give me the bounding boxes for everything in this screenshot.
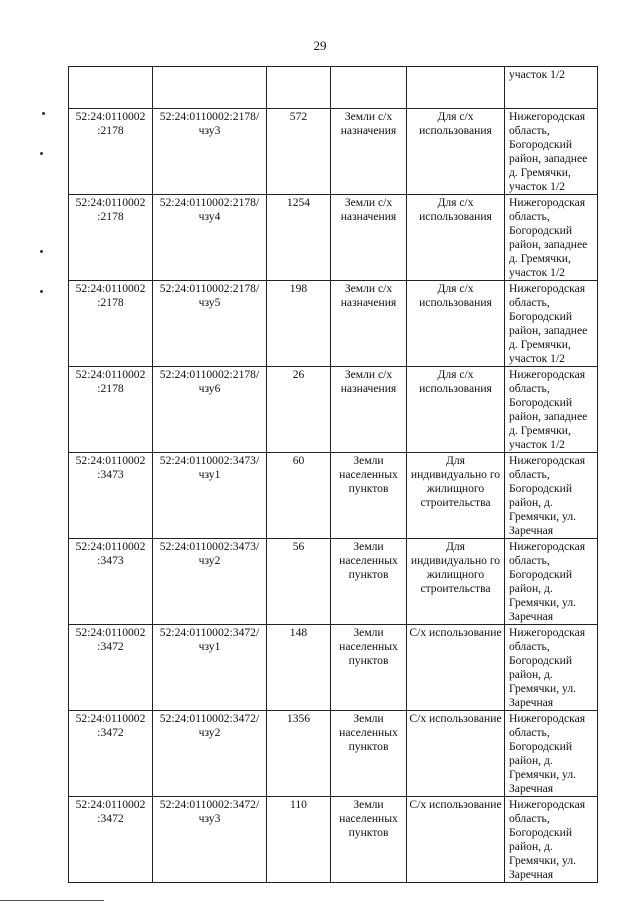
area-cell: 60 xyxy=(267,453,331,539)
parcel-cell: 52:24:0110002 :2178 xyxy=(69,109,153,195)
table-row xyxy=(69,281,598,367)
category-cell: Земли населенных пунктов xyxy=(331,711,407,797)
area-cell: 1254 xyxy=(267,195,331,281)
part-cell: 52:24:0110002:2178/ чзу5 xyxy=(153,281,267,367)
parcel-cell: 52:24:0110002 :3472 xyxy=(69,711,153,797)
part-cell: 52:24:0110002:3473/ чзу2 xyxy=(153,539,267,625)
table-row xyxy=(69,797,598,883)
table-row xyxy=(69,539,598,625)
scan-mark xyxy=(40,152,43,155)
category-cell: Земли населенных пунктов xyxy=(331,453,407,539)
address-cell: Нижегородская область, Богородский район, д. Гремячки, ул. Заречная xyxy=(505,625,598,711)
area-cell: 56 xyxy=(267,539,331,625)
category-cell xyxy=(331,67,407,109)
area-cell: 198 xyxy=(267,281,331,367)
area-cell: 1356 xyxy=(267,711,331,797)
address-cell: Нижегородская область, Богородский район, западнее д. Гремячки, участок 1/2 xyxy=(505,109,598,195)
use-cell xyxy=(407,67,505,109)
use-cell: Для с/х использования xyxy=(407,281,505,367)
part-cell: 52:24:0110002:2178/ чзу3 xyxy=(153,109,267,195)
table-row xyxy=(69,195,598,281)
use-cell: Для индивидуально го жилищного строительства xyxy=(407,453,505,539)
use-cell: Для с/х использования xyxy=(407,367,505,453)
table-row xyxy=(69,453,598,539)
parcel-cell xyxy=(69,67,153,109)
address-cell: Нижегородская область, Богородский район, западнее д. Гремячки, участок 1/2 xyxy=(505,367,598,453)
use-cell: С/х использование xyxy=(407,797,505,883)
parcel-cell: 52:24:0110002 :3472 xyxy=(69,797,153,883)
category-cell: Земли с/х назначения xyxy=(331,281,407,367)
footer-rule xyxy=(0,900,104,901)
part-cell: 52:24:0110002:3473/ чзу1 xyxy=(153,453,267,539)
part-cell xyxy=(153,67,267,109)
table-row xyxy=(69,367,598,453)
area-cell: 110 xyxy=(267,797,331,883)
use-cell: Для индивидуально го жилищного строительства xyxy=(407,539,505,625)
parcel-cell: 52:24:0110002 :2178 xyxy=(69,281,153,367)
address-cell: Нижегородская область, Богородский район, д. Гремячки, ул. Заречная xyxy=(505,797,598,883)
table-row xyxy=(69,109,598,195)
part-cell: 52:24:0110002:3472/ чзу1 xyxy=(153,625,267,711)
parcel-cell: 52:24:0110002 :2178 xyxy=(69,195,153,281)
land-parcels-table xyxy=(68,66,598,883)
address-cell: Нижегородская область, Богородский район, д. Гремячки, ул. Заречная xyxy=(505,711,598,797)
category-cell: Земли с/х назначения xyxy=(331,109,407,195)
scan-mark xyxy=(40,290,43,293)
use-cell: Для с/х использования xyxy=(407,109,505,195)
scan-mark xyxy=(42,112,45,115)
parcel-cell: 52:24:0110002 :3473 xyxy=(69,539,153,625)
area-cell: 148 xyxy=(267,625,331,711)
part-cell: 52:24:0110002:3472/ чзу3 xyxy=(153,797,267,883)
page-number: 29 xyxy=(313,38,327,53)
scan-mark xyxy=(40,250,43,253)
address-cell: Нижегородская область, Богородский район, д. Гремячки, ул. Заречная xyxy=(505,453,598,539)
address-cell: участок 1/2 xyxy=(505,67,598,109)
parcel-cell: 52:24:0110002 :3472 xyxy=(69,625,153,711)
category-cell: Земли с/х назначения xyxy=(331,367,407,453)
parcel-cell: 52:24:0110002 :3473 xyxy=(69,453,153,539)
area-cell: 26 xyxy=(267,367,331,453)
use-cell: С/х использование xyxy=(407,711,505,797)
part-cell: 52:24:0110002:2178/ чзу6 xyxy=(153,367,267,453)
part-cell: 52:24:0110002:3472/ чзу2 xyxy=(153,711,267,797)
area-cell: 572 xyxy=(267,109,331,195)
category-cell: Земли населенных пунктов xyxy=(331,797,407,883)
table-row xyxy=(69,711,598,797)
address-cell: Нижегородская область, Богородский район, западнее д. Гремячки, участок 1/2 xyxy=(505,195,598,281)
part-cell: 52:24:0110002:2178/ чзу4 xyxy=(153,195,267,281)
parcel-cell: 52:24:0110002 :2178 xyxy=(69,367,153,453)
address-cell: Нижегородская область, Богородский район, западнее д. Гремячки, участок 1/2 xyxy=(505,281,598,367)
category-cell: Земли населенных пунктов xyxy=(331,539,407,625)
use-cell: Для с/х использования xyxy=(407,195,505,281)
area-cell xyxy=(267,67,331,109)
category-cell: Земли населенных пунктов xyxy=(331,625,407,711)
address-cell: Нижегородская область, Богородский район, д. Гремячки, ул. Заречная xyxy=(505,539,598,625)
table-row xyxy=(69,625,598,711)
category-cell: Земли с/х назначения xyxy=(331,195,407,281)
table-row-continued xyxy=(69,67,598,109)
use-cell: С/х использование xyxy=(407,625,505,711)
